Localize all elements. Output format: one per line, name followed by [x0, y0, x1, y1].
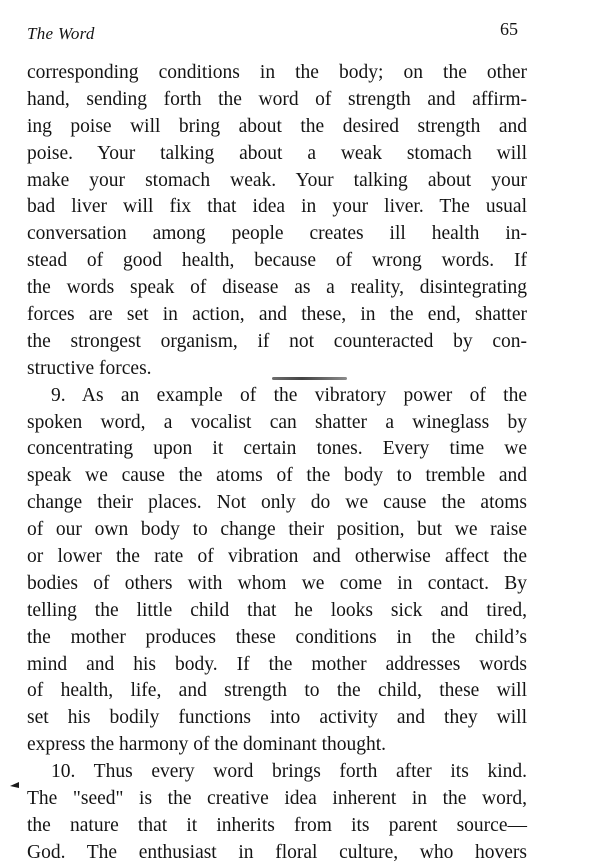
scan-smudge-mark	[272, 377, 347, 380]
text-line: telling the little child that he looks sick and tired,	[27, 599, 527, 621]
text-line: set his bodily functions into activity and they will	[27, 707, 527, 729]
body-text	[27, 60, 527, 867]
margin-arrow-icon	[10, 782, 19, 788]
text-line: mind and his body. If the mother addresses words	[27, 653, 527, 675]
text-line: change their places. Not only do we cause the atoms	[27, 492, 527, 514]
text-line: the nature that it inherits from its parent source—	[27, 814, 527, 836]
text-line: express the harmony of the dominant thought.	[27, 734, 387, 756]
text-line: of health, life, and strength to the child, these will	[27, 680, 527, 702]
text-line: speak we cause the atoms of the body to tremble and	[27, 465, 527, 487]
text-line: spoken word, a vocalist can shatter a wineglass by	[27, 411, 527, 433]
paragraph-10-first-line: 10. Thus every word brings forth after its kind.	[51, 761, 527, 783]
text-line: poise. Your talking about a weak stomach will	[27, 142, 527, 164]
text-line: conversation among people creates ill health in-	[27, 223, 527, 245]
text-line: ing poise will bring about the desired strength and	[27, 115, 527, 137]
text-line: stead of good health, because of wrong words. If	[27, 250, 527, 272]
text-line: bodies of others with whom we come in contact. By	[27, 572, 527, 594]
text-line: bad liver will fix that idea in your liver. The usual	[27, 196, 527, 218]
text-line: corresponding conditions in the body; on the other	[27, 62, 527, 83]
text-line: the words speak of disease as a reality, disintegrating	[27, 277, 527, 299]
text-line: forces are set in action, and these, in the end, shatter	[27, 304, 527, 326]
running-title: The Word	[27, 24, 95, 43]
paragraph-9-first-line: 9. As an example of the vibratory power of the	[51, 384, 527, 406]
text-line: The "seed" is the creative idea inherent in the word,	[27, 788, 527, 810]
text-line: concentrating upon it certain tones. Every time we	[27, 438, 527, 460]
text-line: structive forces.	[27, 357, 152, 379]
page-number: 65	[500, 19, 518, 39]
text-line: God. The enthusiast in floral culture, who hovers	[27, 841, 527, 863]
text-line: the strongest organism, if not counteracted by con-	[27, 330, 527, 352]
text-line: of our own body to change their position, but we raise	[27, 519, 527, 541]
text-line: make your stomach weak. Your talking about your	[27, 169, 527, 191]
text-line: or lower the rate of vibration and otherwise affect the	[27, 546, 527, 568]
text-line: the mother produces these conditions in the child’s	[27, 626, 527, 648]
text-line: hand, sending forth the word of strength and affirm-	[27, 88, 527, 110]
